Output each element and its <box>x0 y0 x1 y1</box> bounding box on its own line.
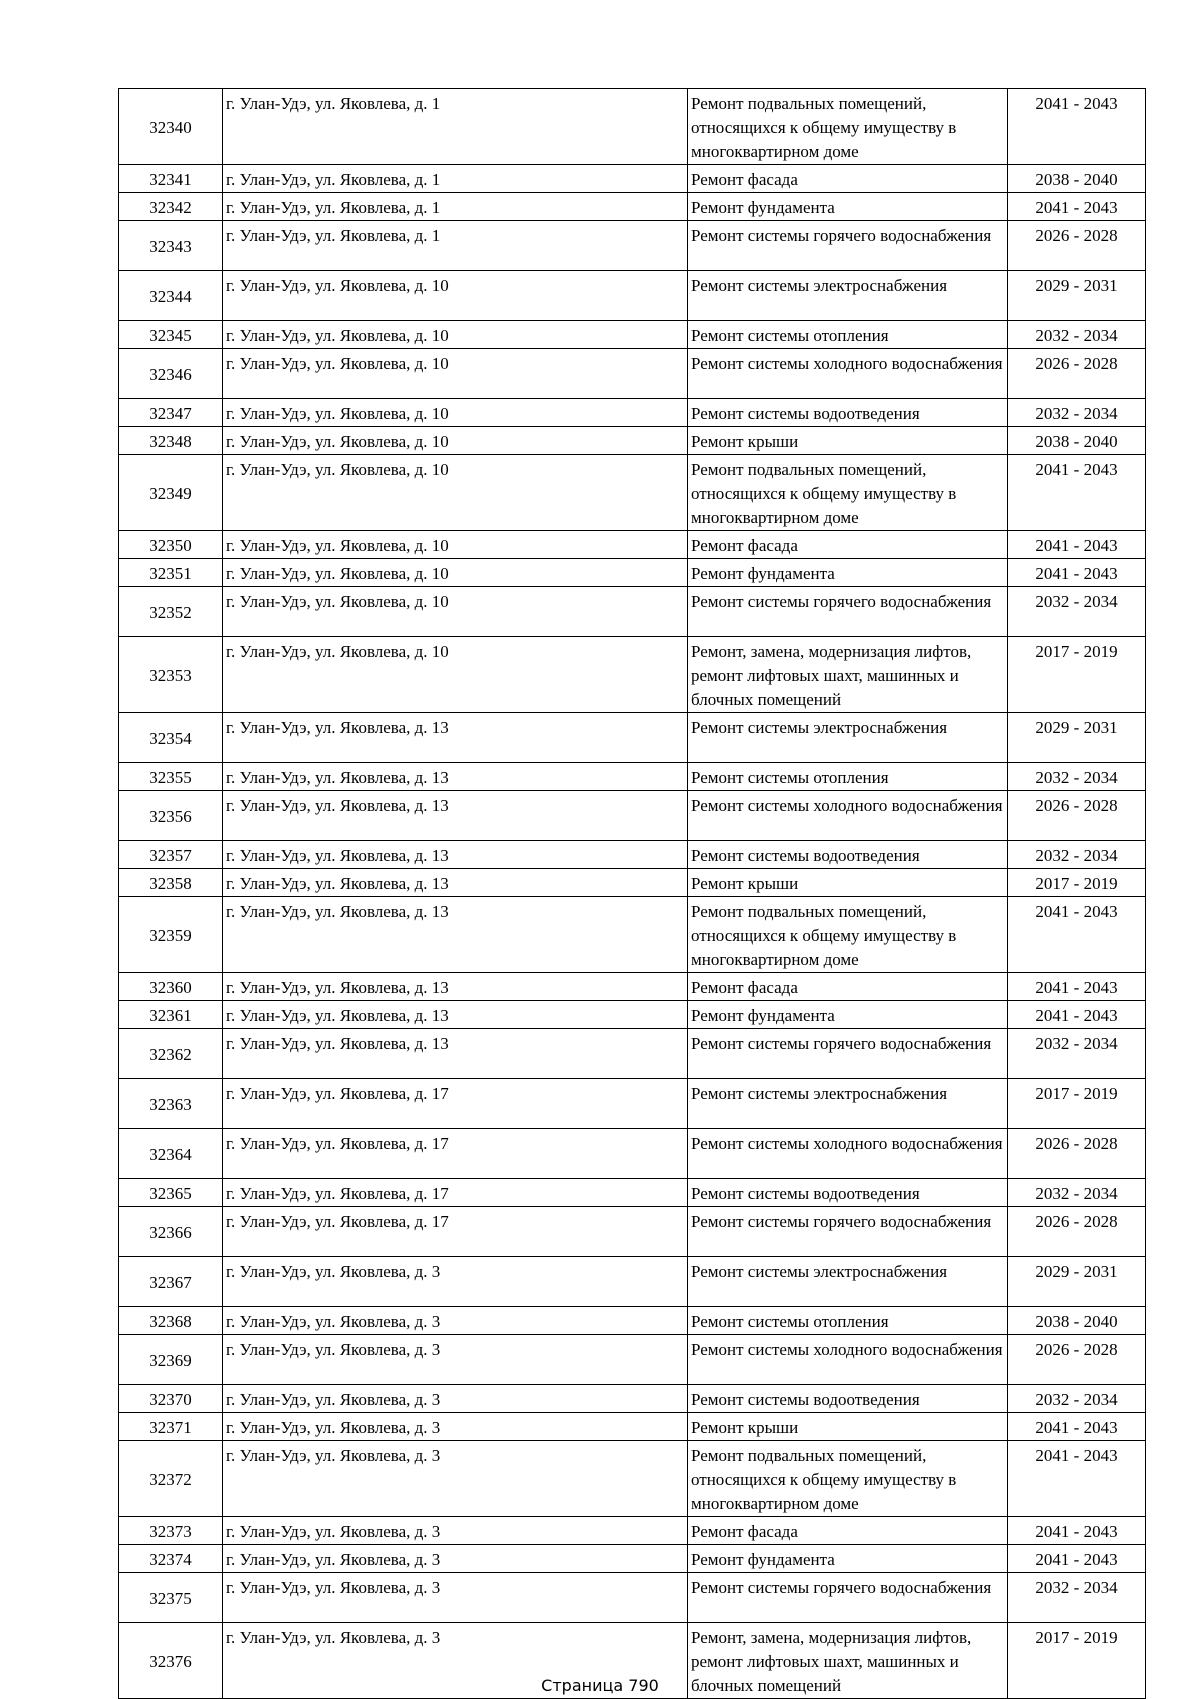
work-type-cell: Ремонт крыши <box>688 869 1008 897</box>
work-type-cell: Ремонт системы отопления <box>688 1307 1008 1335</box>
period-cell: 2032 - 2034 <box>1008 321 1146 349</box>
address-cell: г. Улан-Удэ, ул. Яковлева, д. 3 <box>223 1385 688 1413</box>
row-number-cell: 32365 <box>119 1179 223 1207</box>
work-type-cell: Ремонт системы холодного водоснабжения <box>688 791 1008 841</box>
period-cell: 2026 - 2028 <box>1008 1129 1146 1179</box>
row-number-cell: 32360 <box>119 973 223 1001</box>
work-type-cell: Ремонт системы горячего водоснабжения <box>688 1207 1008 1257</box>
work-type-cell: Ремонт фасада <box>688 165 1008 193</box>
row-number-cell: 32357 <box>119 841 223 869</box>
table-row <box>119 1545 1146 1573</box>
period-cell: 2017 - 2019 <box>1008 1623 1146 1699</box>
row-number-cell: 32373 <box>119 1517 223 1545</box>
table-row <box>119 1517 1146 1545</box>
row-number-cell: 32366 <box>119 1207 223 1257</box>
period-cell: 2032 - 2034 <box>1008 1573 1146 1623</box>
table-row <box>119 841 1146 869</box>
table-row <box>119 1307 1146 1335</box>
row-number-cell: 32370 <box>119 1385 223 1413</box>
row-number-cell: 32376 <box>119 1623 223 1699</box>
work-type-cell: Ремонт фундамента <box>688 1545 1008 1573</box>
period-cell: 2032 - 2034 <box>1008 1179 1146 1207</box>
address-cell: г. Улан-Удэ, ул. Яковлева, д. 13 <box>223 973 688 1001</box>
table-row <box>119 763 1146 791</box>
row-number-cell: 32355 <box>119 763 223 791</box>
address-cell: г. Улан-Удэ, ул. Яковлева, д. 3 <box>223 1545 688 1573</box>
row-number-cell: 32352 <box>119 587 223 637</box>
table-row <box>119 1413 1146 1441</box>
row-number-cell: 32347 <box>119 399 223 427</box>
work-type-cell: Ремонт системы электроснабжения <box>688 271 1008 321</box>
work-type-cell: Ремонт системы водоотведения <box>688 841 1008 869</box>
period-cell: 2017 - 2019 <box>1008 1079 1146 1129</box>
row-number-cell: 32375 <box>119 1573 223 1623</box>
row-number-cell: 32364 <box>119 1129 223 1179</box>
table-row <box>119 1335 1146 1385</box>
work-type-cell: Ремонт фундамента <box>688 559 1008 587</box>
period-cell: 2026 - 2028 <box>1008 1207 1146 1257</box>
row-number-cell: 32341 <box>119 165 223 193</box>
work-type-cell: Ремонт системы водоотведения <box>688 1179 1008 1207</box>
table-row <box>119 559 1146 587</box>
row-number-cell: 32351 <box>119 559 223 587</box>
period-cell: 2029 - 2031 <box>1008 713 1146 763</box>
work-type-cell: Ремонт системы электроснабжения <box>688 713 1008 763</box>
work-type-cell: Ремонт подвальных помещений, относящихся к общему имуществу в многоквартирном доме <box>688 897 1008 973</box>
period-cell: 2041 - 2043 <box>1008 193 1146 221</box>
work-type-cell: Ремонт системы горячего водоснабжения <box>688 1573 1008 1623</box>
table-row <box>119 897 1146 973</box>
row-number-cell: 32363 <box>119 1079 223 1129</box>
work-type-cell: Ремонт системы горячего водоснабжения <box>688 221 1008 271</box>
row-number-cell: 32358 <box>119 869 223 897</box>
work-type-cell: Ремонт системы холодного водоснабжения <box>688 349 1008 399</box>
table-row <box>119 1001 1146 1029</box>
row-number-cell: 32345 <box>119 321 223 349</box>
address-cell: г. Улан-Удэ, ул. Яковлева, д. 3 <box>223 1335 688 1385</box>
period-cell: 2032 - 2034 <box>1008 763 1146 791</box>
table-row <box>119 587 1146 637</box>
table-row <box>119 1257 1146 1307</box>
address-cell: г. Улан-Удэ, ул. Яковлева, д. 13 <box>223 841 688 869</box>
table-row <box>119 221 1146 271</box>
work-type-cell: Ремонт системы отопления <box>688 321 1008 349</box>
address-cell: г. Улан-Удэ, ул. Яковлева, д. 3 <box>223 1623 688 1699</box>
address-cell: г. Улан-Удэ, ул. Яковлева, д. 10 <box>223 349 688 399</box>
address-cell: г. Улан-Удэ, ул. Яковлева, д. 10 <box>223 455 688 531</box>
period-cell: 2038 - 2040 <box>1008 165 1146 193</box>
table-row <box>119 1129 1146 1179</box>
period-cell: 2041 - 2043 <box>1008 1413 1146 1441</box>
work-type-cell: Ремонт подвальных помещений, относящихся к общему имуществу в многоквартирном доме <box>688 1441 1008 1517</box>
table-row <box>119 399 1146 427</box>
row-number-cell: 32349 <box>119 455 223 531</box>
address-cell: г. Улан-Удэ, ул. Яковлева, д. 13 <box>223 713 688 763</box>
row-number-cell: 32374 <box>119 1545 223 1573</box>
table-row <box>119 271 1146 321</box>
row-number-cell: 32356 <box>119 791 223 841</box>
row-number-cell: 32340 <box>119 89 223 165</box>
address-cell: г. Улан-Удэ, ул. Яковлева, д. 17 <box>223 1079 688 1129</box>
table-row <box>119 1029 1146 1079</box>
period-cell: 2032 - 2034 <box>1008 1385 1146 1413</box>
period-cell: 2041 - 2043 <box>1008 1545 1146 1573</box>
row-number-cell: 32368 <box>119 1307 223 1335</box>
address-cell: г. Улан-Удэ, ул. Яковлева, д. 10 <box>223 559 688 587</box>
work-type-cell: Ремонт системы водоотведения <box>688 399 1008 427</box>
address-cell: г. Улан-Удэ, ул. Яковлева, д. 3 <box>223 1413 688 1441</box>
address-cell: г. Улан-Удэ, ул. Яковлева, д. 13 <box>223 869 688 897</box>
address-cell: г. Улан-Удэ, ул. Яковлева, д. 3 <box>223 1573 688 1623</box>
address-cell: г. Улан-Удэ, ул. Яковлева, д. 1 <box>223 165 688 193</box>
page-number: Страница 790 <box>541 1676 659 1695</box>
address-cell: г. Улан-Удэ, ул. Яковлева, д. 3 <box>223 1441 688 1517</box>
address-cell: г. Улан-Удэ, ул. Яковлева, д. 10 <box>223 587 688 637</box>
period-cell: 2041 - 2043 <box>1008 1001 1146 1029</box>
row-number-cell: 32350 <box>119 531 223 559</box>
period-cell: 2029 - 2031 <box>1008 271 1146 321</box>
work-type-cell: Ремонт фасада <box>688 1517 1008 1545</box>
table-row <box>119 1441 1146 1517</box>
work-type-cell: Ремонт подвальных помещений, относящихся к общему имуществу в многоквартирном доме <box>688 455 1008 531</box>
work-type-cell: Ремонт системы горячего водоснабжения <box>688 587 1008 637</box>
period-cell: 2026 - 2028 <box>1008 221 1146 271</box>
period-cell: 2032 - 2034 <box>1008 1029 1146 1079</box>
row-number-cell: 32348 <box>119 427 223 455</box>
table-row <box>119 165 1146 193</box>
table-row <box>119 193 1146 221</box>
table-row <box>119 1079 1146 1129</box>
address-cell: г. Улан-Удэ, ул. Яковлева, д. 17 <box>223 1207 688 1257</box>
address-cell: г. Улан-Удэ, ул. Яковлева, д. 10 <box>223 427 688 455</box>
period-cell: 2038 - 2040 <box>1008 1307 1146 1335</box>
row-number-cell: 32343 <box>119 221 223 271</box>
row-number-cell: 32353 <box>119 637 223 713</box>
table-row <box>119 89 1146 165</box>
table-row <box>119 427 1146 455</box>
row-number-cell: 32354 <box>119 713 223 763</box>
work-type-cell: Ремонт крыши <box>688 427 1008 455</box>
period-cell: 2041 - 2043 <box>1008 1517 1146 1545</box>
row-number-cell: 32367 <box>119 1257 223 1307</box>
address-cell: г. Улан-Удэ, ул. Яковлева, д. 10 <box>223 399 688 427</box>
work-type-cell: Ремонт системы отопления <box>688 763 1008 791</box>
table-row <box>119 349 1146 399</box>
table-row <box>119 791 1146 841</box>
table-row <box>119 1207 1146 1257</box>
period-cell: 2026 - 2028 <box>1008 1335 1146 1385</box>
address-cell: г. Улан-Удэ, ул. Яковлева, д. 13 <box>223 1029 688 1079</box>
period-cell: 2032 - 2034 <box>1008 841 1146 869</box>
address-cell: г. Улан-Удэ, ул. Яковлева, д. 13 <box>223 763 688 791</box>
address-cell: г. Улан-Удэ, ул. Яковлева, д. 1 <box>223 193 688 221</box>
work-type-cell: Ремонт крыши <box>688 1413 1008 1441</box>
work-type-cell: Ремонт системы водоотведения <box>688 1385 1008 1413</box>
address-cell: г. Улан-Удэ, ул. Яковлева, д. 10 <box>223 271 688 321</box>
table-row <box>119 1573 1146 1623</box>
address-cell: г. Улан-Удэ, ул. Яковлева, д. 17 <box>223 1179 688 1207</box>
row-number-cell: 32342 <box>119 193 223 221</box>
row-number-cell: 32362 <box>119 1029 223 1079</box>
period-cell: 2026 - 2028 <box>1008 791 1146 841</box>
period-cell: 2041 - 2043 <box>1008 1441 1146 1517</box>
table-row <box>119 1385 1146 1413</box>
work-type-cell: Ремонт фасада <box>688 531 1008 559</box>
period-cell: 2032 - 2034 <box>1008 399 1146 427</box>
period-cell: 2041 - 2043 <box>1008 559 1146 587</box>
table-row <box>119 973 1146 1001</box>
row-number-cell: 32372 <box>119 1441 223 1517</box>
work-type-cell: Ремонт системы холодного водоснабжения <box>688 1335 1008 1385</box>
row-number-cell: 32344 <box>119 271 223 321</box>
period-cell: 2017 - 2019 <box>1008 869 1146 897</box>
period-cell: 2017 - 2019 <box>1008 637 1146 713</box>
period-cell: 2041 - 2043 <box>1008 455 1146 531</box>
work-type-cell: Ремонт фундамента <box>688 1001 1008 1029</box>
table-row <box>119 713 1146 763</box>
address-cell: г. Улан-Удэ, ул. Яковлева, д. 3 <box>223 1257 688 1307</box>
table-row <box>119 869 1146 897</box>
table-row <box>119 321 1146 349</box>
work-type-cell: Ремонт, замена, модернизация лифтов, ремонт лифтовых шахт, машинных и блочных помещений <box>688 1623 1008 1699</box>
address-cell: г. Улан-Удэ, ул. Яковлева, д. 10 <box>223 637 688 713</box>
period-cell: 2038 - 2040 <box>1008 427 1146 455</box>
repair-schedule-table <box>118 88 1146 1699</box>
address-cell: г. Улан-Удэ, ул. Яковлева, д. 10 <box>223 321 688 349</box>
row-number-cell: 32371 <box>119 1413 223 1441</box>
address-cell: г. Улан-Удэ, ул. Яковлева, д. 13 <box>223 1001 688 1029</box>
address-cell: г. Улан-Удэ, ул. Яковлева, д. 3 <box>223 1517 688 1545</box>
period-cell: 2032 - 2034 <box>1008 587 1146 637</box>
period-cell: 2041 - 2043 <box>1008 897 1146 973</box>
address-cell: г. Улан-Удэ, ул. Яковлева, д. 13 <box>223 791 688 841</box>
work-type-cell: Ремонт системы холодного водоснабжения <box>688 1129 1008 1179</box>
row-number-cell: 32361 <box>119 1001 223 1029</box>
address-cell: г. Улан-Удэ, ул. Яковлева, д. 3 <box>223 1307 688 1335</box>
address-cell: г. Улан-Удэ, ул. Яковлева, д. 1 <box>223 89 688 165</box>
table-body <box>119 89 1146 1699</box>
row-number-cell: 32346 <box>119 349 223 399</box>
period-cell: 2029 - 2031 <box>1008 1257 1146 1307</box>
table-row <box>119 1179 1146 1207</box>
address-cell: г. Улан-Удэ, ул. Яковлева, д. 13 <box>223 897 688 973</box>
period-cell: 2041 - 2043 <box>1008 973 1146 1001</box>
period-cell: 2026 - 2028 <box>1008 349 1146 399</box>
work-type-cell: Ремонт системы горячего водоснабжения <box>688 1029 1008 1079</box>
work-type-cell: Ремонт системы электроснабжения <box>688 1079 1008 1129</box>
address-cell: г. Улан-Удэ, ул. Яковлева, д. 1 <box>223 221 688 271</box>
address-cell: г. Улан-Удэ, ул. Яковлева, д. 17 <box>223 1129 688 1179</box>
work-type-cell: Ремонт подвальных помещений, относящихся к общему имуществу в многоквартирном доме <box>688 89 1008 165</box>
work-type-cell: Ремонт системы электроснабжения <box>688 1257 1008 1307</box>
period-cell: 2041 - 2043 <box>1008 531 1146 559</box>
period-cell: 2041 - 2043 <box>1008 89 1146 165</box>
row-number-cell: 32359 <box>119 897 223 973</box>
table-row <box>119 637 1146 713</box>
address-cell: г. Улан-Удэ, ул. Яковлева, д. 10 <box>223 531 688 559</box>
work-type-cell: Ремонт, замена, модернизация лифтов, ремонт лифтовых шахт, машинных и блочных помещений <box>688 637 1008 713</box>
work-type-cell: Ремонт фундамента <box>688 193 1008 221</box>
row-number-cell: 32369 <box>119 1335 223 1385</box>
work-type-cell: Ремонт фасада <box>688 973 1008 1001</box>
table-row <box>119 531 1146 559</box>
table-row <box>119 455 1146 531</box>
